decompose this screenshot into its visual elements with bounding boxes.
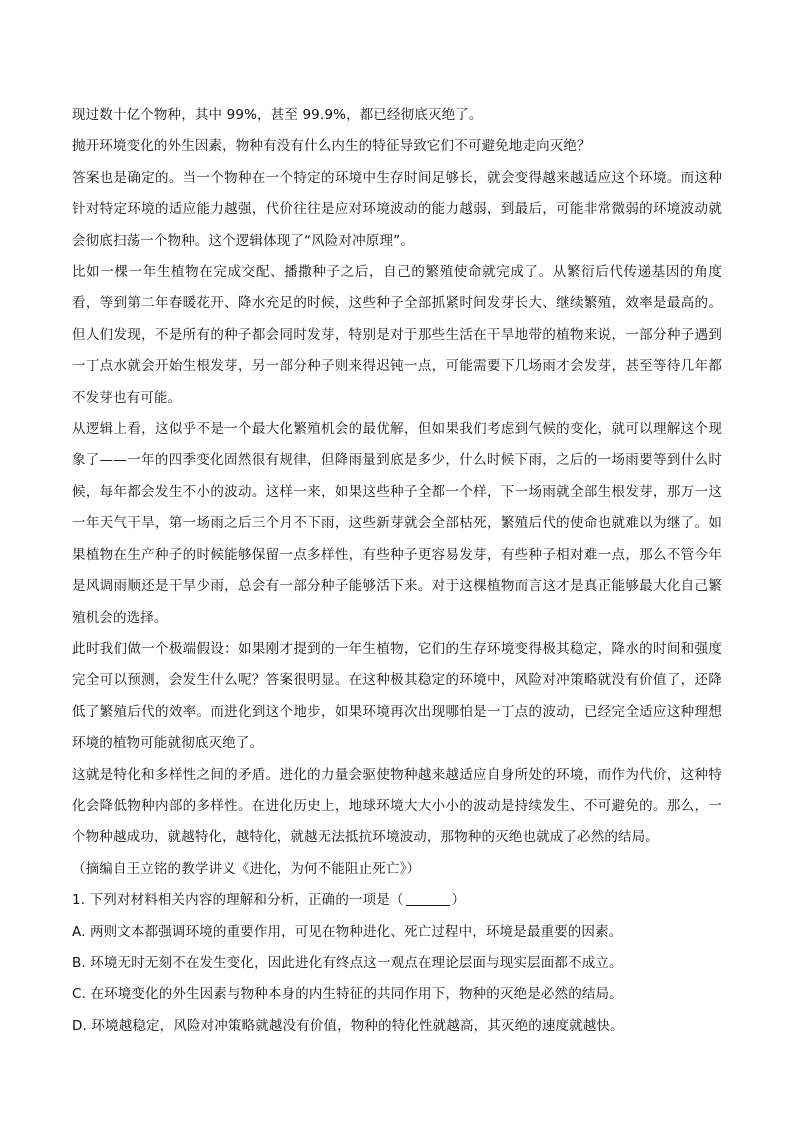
paragraph-6: 此时我们做一个极端假设：如果刚才提到的一年生植物，它们的生存环境变得极其稳定，降水的时间和强度完全可以预测，会发生什么呢？答案很明显。在这种极其稳定的环境中，风险对冲策略就没有价值了，还降低了繁殖后代的效率。而进化到这个地步，如果环境再次出现哪怕是一丁点的波动，已经完全适应这种理想环境的植物可能就彻底灭绝了。 (72, 640, 722, 752)
paragraph-3: 答案也是确定的。当一个物种在一个特定的环境中生存时间足够长，就会变得越来越适应这个环境。而这种针对特定环境的适应能力越强，代价往往是应对环境波动的能力越弱，到最后，可能非常微弱的环境波动就会彻底扫荡一个物种。这个逻辑体现了“风险对冲原理”。 (72, 169, 722, 249)
answer-blank[interactable] (406, 891, 450, 906)
paragraph-2: 抛开环境变化的外生因素，物种有没有什么内生的特征导致它们不可避免地走向灭绝？ (72, 138, 591, 155)
question-stem (72, 885, 722, 916)
option-c: C. 在环境变化的外生因素与物种本身的内生特征的共同作用下，物种的灭绝是必然的结局。 (72, 986, 623, 1003)
paragraph-1: 现过数十亿个物种，其中 99%，甚至 99.9%，都已经彻底灭绝了。 (72, 107, 483, 123)
document-body (72, 100, 722, 1042)
paragraph-7: 这就是特化和多样性之间的矛盾。进化的力量会驱使物种越来越适应自身所处的环境，而作为代价，这种特化会降低物种内部的多样性。在进化历史上，地球环境大大小小的波动是持续发生、不可避免的。那么，一个物种越成功，就越特化，越特化，就越无法抵抗环境波动，那物种的灭绝也就成了必然的结局。 (72, 766, 722, 846)
paragraph-5: 从逻辑上看，这似乎不是一个最大化繁殖机会的最优解，但如果我们考虑到气候的变化，就可以理解这个现象了——一年的四季变化固然很有规律，但降雨量到底是多少，什么时候下雨，之后的一场雨要等到什么时候，每年都会发生不小的波动。这样一来，如果这些种子全都一个样，下一场雨就全部生根发芽，那万一这一年天气干旱，第一场雨之后三个月不下雨，这些新芽就会全部枯死，繁殖后代的使命也就难以为继了。如果植物在生产种子的时候能够保留一点多样性，有些种子更容易发芽，有些种子相对难一点，那么不管今年是风调雨顺还是干旱少雨，总会有一部分种子能够活下来。对于这棵植物而言这才是真正能够最大化自己繁殖机会的选择。 (72, 421, 722, 626)
question-stem-text: 1. 下列对材料相关内容的理解和分析，正确的一项是（ (72, 892, 404, 909)
option-a: A. 两则文本都强调环境的重要作用，可见在物种进化、死亡过程中，环境是最重要的因素。 (72, 923, 623, 940)
source-citation: （摘编自王立铭的教学讲义《进化，为何不能阻止死亡》） (72, 860, 421, 877)
option-b: B. 环境无时无刻不在发生变化，因此进化有终点这一观点在理论层面与现实层面都不成立。 (72, 954, 623, 971)
option-d: D. 环境越稳定，风险对冲策略就越没有价值，物种的特化性就越高，其灭绝的速度就越快。 (72, 1017, 624, 1034)
paragraph-4: 比如一棵一年生植物在完成交配、播撒种子之后，自己的繁殖使命就完成了。从繁衍后代传递基因的角度看，等到第二年春暖花开、降水充足的时候，这些种子全部抓紧时间发芽长大、继续繁殖，效率是最高的。但人们发现，不是所有的种子都会同时发芽，特别是对于那些生活在干旱地带的植物来说，一部分种子遇到一丁点水就会开始生根发芽，另一部分种子则来得迟钝一点，可能需要下几场雨才会发芽，甚至等待几年都不发芽也有可能。 (72, 264, 722, 406)
question-stem-close: ） (451, 892, 466, 909)
